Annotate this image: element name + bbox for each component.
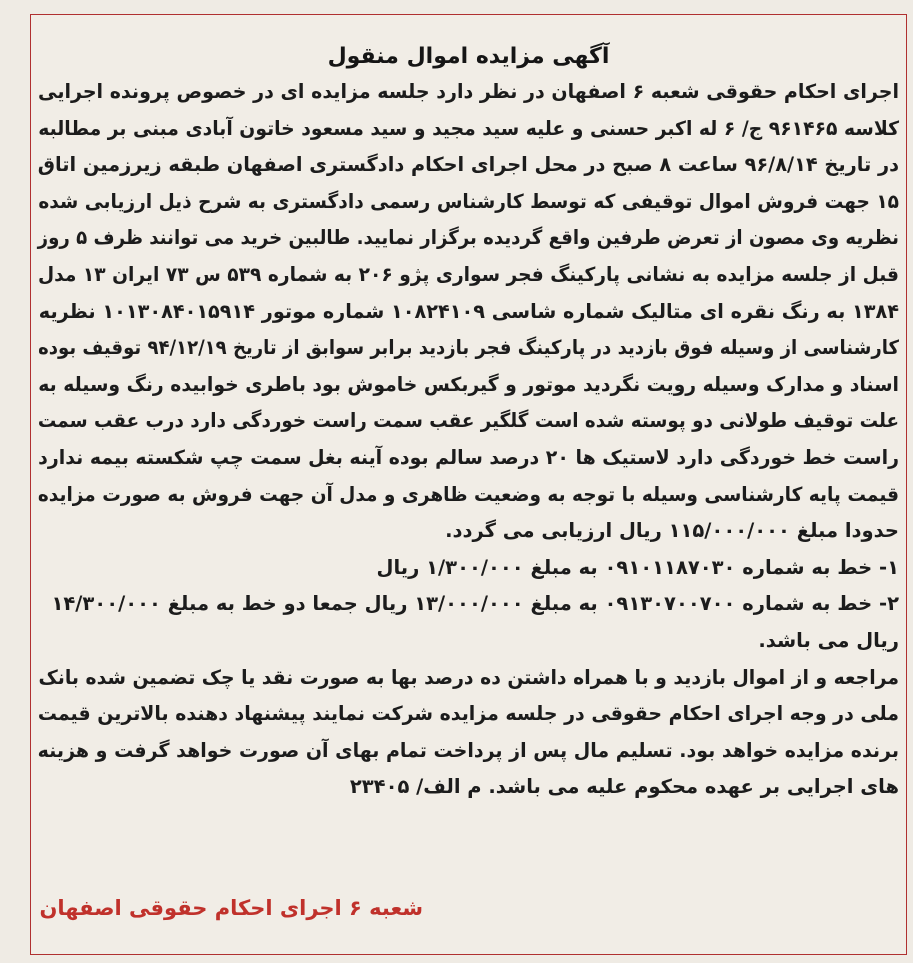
notice-line: نظریه وی مصون از تعرض طرفین واقع گردیده برگزار نمایید. طالبین خرید می توانند ظرف ۵ روز: [37, 226, 899, 250]
notice-line: علت توقیف طولانی دو پوسته شده است گلگیر عقب سمت راست خوردگی دارد درب عقب سمت: [37, 409, 900, 433]
notice-line: کارشناسی از وسیله فوق بازدید در پارکینگ فجر بازدید برابر سوابق از تاریخ ۹۴/۱۲/۱۹ توقیف بوده: [38, 336, 900, 360]
notice-line: برنده مزایده خواهد بود. تسلیم مال پس از پرداخت تمام بهای آن صورت خواهد گرفت و هزینه: [37, 738, 900, 762]
notice-title: آگهی مزایده اموال منقول: [327, 44, 610, 69]
notice-body: [38, 74, 899, 806]
notice-line: های اجرایی بر عهده محکوم علیه می باشد. م الف/ ۲۳۴۰۵: [349, 775, 899, 799]
notice-line: راست خط خوردگی دارد لاستیک ها ۲۰ درصد سالم بوده آینه بغل سمت چپ شکسته بیمه ندارد: [38, 445, 899, 469]
notice-line: قیمت پایه کارشناسی وسیله با توجه به وضعیت ظاهری و مدل آن جهت فروش به صورت مزایده: [37, 482, 900, 506]
notice-line: اسناد و مدارک وسیله رویت نگردید موتور و گیربکس خاموش بود باطری خوابیده رنگ وسیله به: [38, 372, 899, 396]
notice-line: کلاسه ۹۶۱۴۶۵ ج/ ۶ له اکبر حسنی و علیه سید مجید و سید مسعود خاتون آبادی مبنی بر مطالبه: [38, 116, 899, 140]
notice-line: ۱- خط به شماره ۰۹۱۰۱۱۸۷۰۳۰ به مبلغ ۱/۳۰۰/۰۰۰ ریال: [376, 555, 899, 579]
notice-line: ملی در وجه اجرای احکام حقوقی در جلسه مزایده شرکت نمایند پیشنهاد دهنده بالاترین قیمت: [37, 702, 899, 726]
notice-line: ریال می باشد.: [758, 628, 899, 652]
notice-signature: شعبه ۶ اجرای احکام حقوقی اصفهان: [39, 896, 423, 920]
notice-content: [38, 42, 899, 806]
notice-line: قبل از جلسه مزایده به نشانی پارکینگ فجر سواری پژو ۲۰۶ به شماره ۵۳۹ س ۷۳ ایران ۱۳ مدل: [37, 262, 899, 286]
notice-line: مراجعه و از اموال بازدید و با همراه داشتن ده درصد بها به صورت نقد یا چک تضمین شده بانک: [38, 665, 899, 689]
notice-line: ۲- خط به شماره ۰۹۱۳۰۷۰۰۷۰۰ به مبلغ ۱۳/۰۰۰/۰۰۰ ریال جمعا دو خط به مبلغ ۱۴/۳۰۰/۰۰۰: [51, 592, 899, 616]
notice-line: اجرای احکام حقوقی شعبه ۶ اصفهان در نظر دارد جلسه مزایده ای در خصوص پرونده اجرایی: [38, 80, 899, 103]
notice-line: ۱۵ جهت فروش اموال توقیفی که توسط کارشناس رسمی دادگستری به شرح ذیل ارزیابی شده: [38, 189, 899, 213]
notice-line: حدودا مبلغ ۱۱۵/۰۰۰/۰۰۰ ریال ارزیابی می گردد.: [445, 519, 899, 543]
notice-line: در تاریخ ۹۶/۸/۱۴ ساعت ۸ صبح در محل اجرای احکام دادگستری اصفهان طبقه زیرزمین اتاق: [37, 153, 899, 177]
notice-line: ۱۳۸۴ به رنگ نقره ای متالیک شماره شاسی ۱۰۸۲۴۱۰۹ شماره موتور ۱۰۱۳۰۸۴۰۱۵۹۱۴ نظریه: [38, 299, 899, 323]
